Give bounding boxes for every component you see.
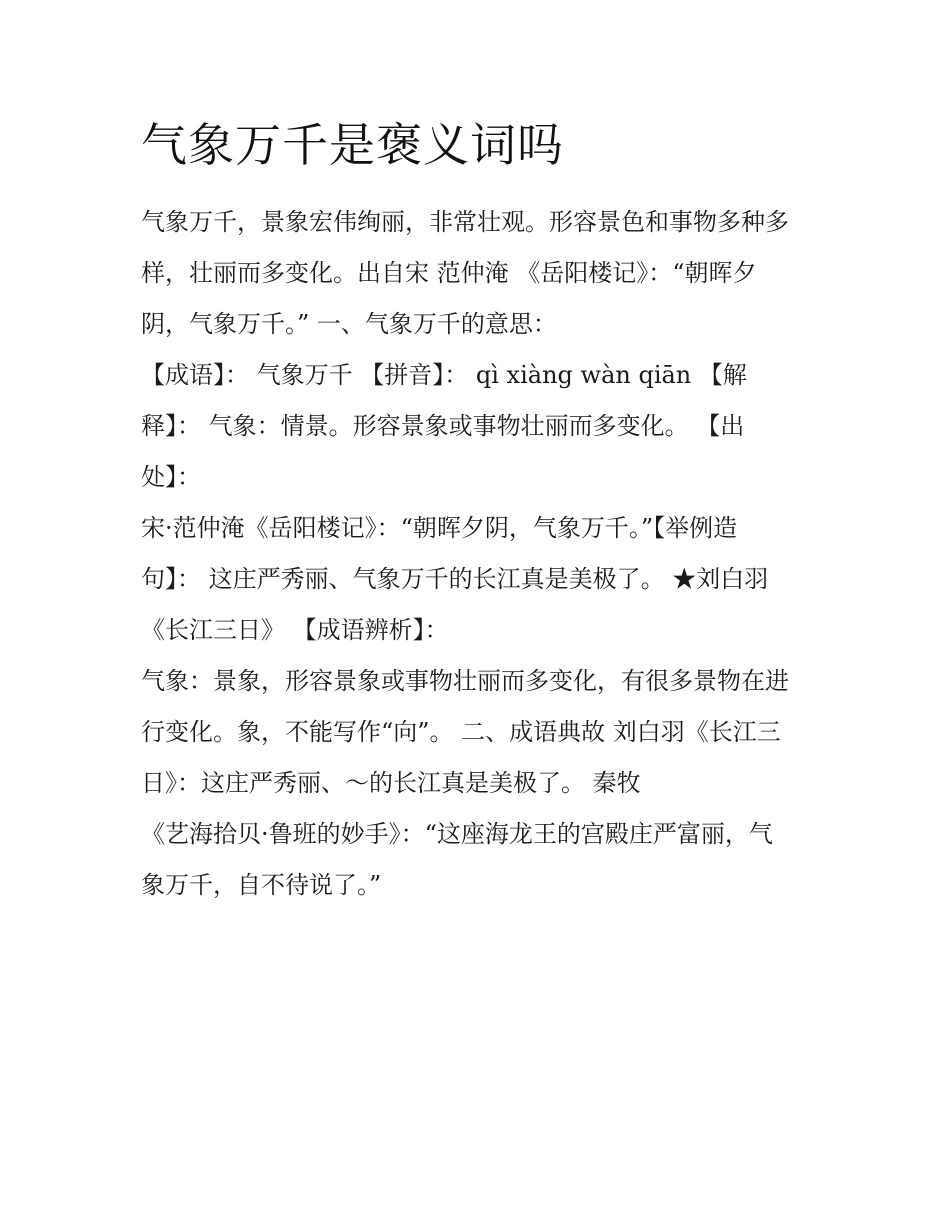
paragraph-line: 气象万千，景象宏伟绚丽，非常壮观。形容景色和事物多种多 [141, 208, 789, 236]
paragraph-line: 行变化。象，不能写作“向”。 二、成语典故 刘白羽《长江三 [141, 718, 781, 746]
paragraph-line: 《艺海拾贝·鲁班的妙手》：“这座海龙王的宫殿庄严富丽，气 [141, 820, 773, 848]
document-title: 气象万千是褒义词吗 [141, 118, 564, 172]
paragraph-line: 《长江三日》 【成语辨析】： [141, 616, 449, 644]
paragraph-line: 【成语】： 气象万千 【拼音】： qì xiàng wàn qiān 【解 [141, 361, 747, 389]
paragraph-line: 日》：这庄严秀丽、～的长江真是美极了。 秦牧 [141, 769, 641, 797]
paragraph-line: 宋·范仲淹《岳阳楼记》：“朝晖夕阴，气象万千。”【举例造 [141, 514, 738, 542]
paragraph-line: 气象：景象，形容景象或事物壮丽而多变化，有很多景物在进 [141, 667, 789, 695]
paragraph-line: 释】： 气象：情景。形容景象或事物壮丽而多变化。 【出 [141, 412, 745, 440]
paragraph-line: 阴，气象万千。” 一、气象万千的意思： [141, 310, 557, 338]
paragraph-line: 象万千，自不待说了。” [141, 871, 382, 899]
paragraph-line: 处】： [141, 463, 201, 491]
paragraph-line: 样，壮丽而多变化。出自宋 范仲淹 《岳阳楼记》：“朝晖夕 [141, 259, 757, 287]
paragraph-line: 句】： 这庄严秀丽、气象万千的长江真是美极了。 ★刘白羽 [141, 565, 769, 593]
